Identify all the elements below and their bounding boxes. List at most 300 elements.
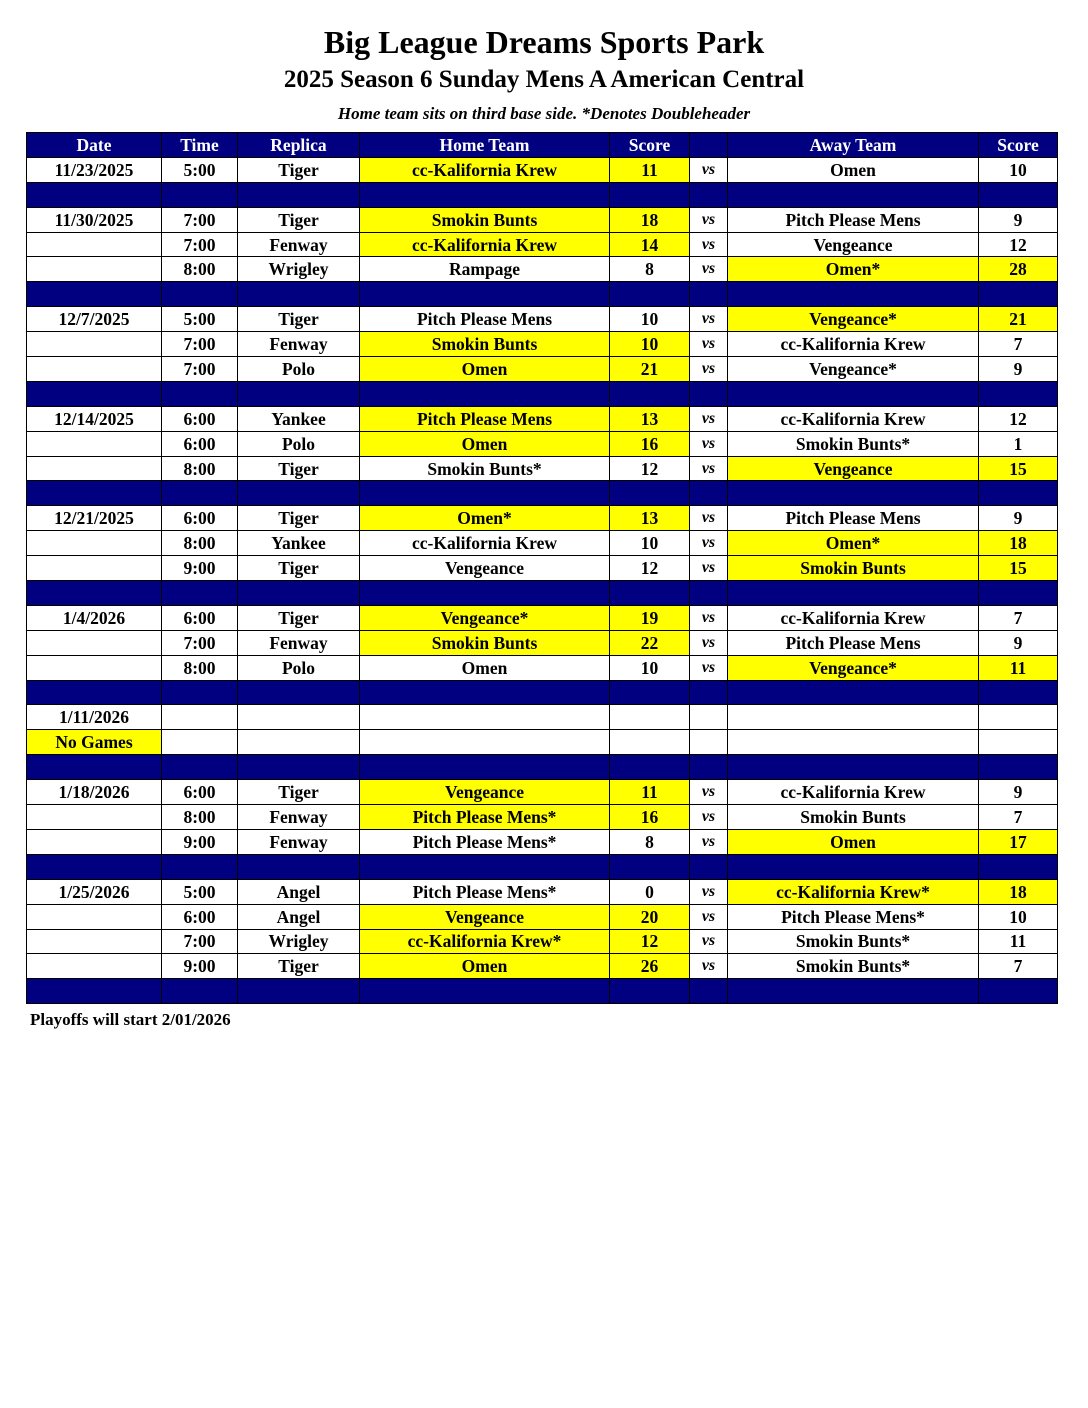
separator-cell	[238, 581, 360, 606]
vs-cell	[690, 705, 728, 730]
replica-cell: Fenway	[238, 805, 360, 830]
separator-cell	[162, 381, 238, 406]
page-note: Home team sits on third base side. *Denotes Doubleheader	[337, 104, 751, 123]
table-row	[27, 630, 1058, 655]
separator-cell	[360, 481, 610, 506]
separator-cell	[979, 381, 1058, 406]
table-row	[27, 829, 1058, 854]
away-team-cell	[728, 730, 979, 755]
home-score-cell: 10	[610, 655, 690, 680]
vs-cell: vs	[690, 431, 728, 456]
table-row	[27, 954, 1058, 979]
away-score-cell: 12	[979, 232, 1058, 257]
vs-cell: vs	[690, 157, 728, 182]
date-cell: 11/23/2025	[27, 157, 162, 182]
time-cell: 6:00	[162, 406, 238, 431]
separator-cell	[238, 282, 360, 307]
vs-cell: vs	[690, 780, 728, 805]
replica-cell: Angel	[238, 904, 360, 929]
away-team-cell: cc-Kalifornia Krew	[728, 780, 979, 805]
vs-cell: vs	[690, 805, 728, 830]
replica-cell: Angel	[238, 879, 360, 904]
away-team-cell: Omen	[728, 829, 979, 854]
home-score-cell: 0	[610, 879, 690, 904]
away-team-cell: Vengeance*	[728, 357, 979, 382]
away-score-cell: 18	[979, 879, 1058, 904]
vs-cell: vs	[690, 406, 728, 431]
separator-cell	[360, 282, 610, 307]
separator-cell	[27, 381, 162, 406]
separator-cell	[610, 680, 690, 705]
home-score-cell: 13	[610, 506, 690, 531]
separator-cell	[979, 581, 1058, 606]
date-cell	[27, 630, 162, 655]
date-cell	[27, 332, 162, 357]
away-team-cell: Omen*	[728, 257, 979, 282]
vs-cell: vs	[690, 655, 728, 680]
away-score-cell: 7	[979, 805, 1058, 830]
away-score-cell: 15	[979, 456, 1058, 481]
away-score-cell: 1	[979, 431, 1058, 456]
replica-cell: Tiger	[238, 456, 360, 481]
table-row	[27, 506, 1058, 531]
home-team-cell: Pitch Please Mens*	[360, 829, 610, 854]
time-cell: 6:00	[162, 605, 238, 630]
separator-cell	[728, 282, 979, 307]
replica-cell	[238, 705, 360, 730]
replica-cell: Yankee	[238, 406, 360, 431]
separator-cell	[979, 979, 1058, 1004]
table-row	[27, 805, 1058, 830]
date-cell: 1/4/2026	[27, 605, 162, 630]
separator-cell	[238, 680, 360, 705]
playoffs-note: Playoffs will start 2/01/2026	[30, 1010, 231, 1029]
date-cell	[27, 655, 162, 680]
away-team-cell: Smokin Bunts*	[728, 929, 979, 954]
away-team-cell: Pitch Please Mens	[728, 630, 979, 655]
home-score-cell: 8	[610, 829, 690, 854]
home-score-cell: 10	[610, 307, 690, 332]
replica-cell: Yankee	[238, 531, 360, 556]
home-score-cell: 10	[610, 531, 690, 556]
away-team-cell: Vengeance*	[728, 307, 979, 332]
home-team-cell	[360, 705, 610, 730]
vs-cell: vs	[690, 257, 728, 282]
separator-cell	[238, 481, 360, 506]
separator-cell	[690, 481, 728, 506]
away-score-cell: 11	[979, 929, 1058, 954]
date-cell: 1/25/2026	[27, 879, 162, 904]
home-team-cell: Omen*	[360, 506, 610, 531]
table-row	[27, 605, 1058, 630]
home-score-cell: 12	[610, 456, 690, 481]
separator-cell	[610, 481, 690, 506]
schedule-table	[26, 132, 1058, 1004]
separator-cell	[728, 755, 979, 780]
separator-cell	[979, 481, 1058, 506]
home-score-cell: 11	[610, 157, 690, 182]
date-cell	[27, 431, 162, 456]
separator-cell	[690, 381, 728, 406]
away-team-cell	[728, 705, 979, 730]
separator-cell	[610, 581, 690, 606]
date-cell	[27, 232, 162, 257]
separator-cell	[728, 854, 979, 879]
separator-cell	[610, 979, 690, 1004]
separator-cell	[162, 854, 238, 879]
away-score-cell: 18	[979, 531, 1058, 556]
home-team-cell: Pitch Please Mens*	[360, 879, 610, 904]
home-score-cell: 10	[610, 332, 690, 357]
separator-cell	[610, 282, 690, 307]
separator-cell	[27, 182, 162, 207]
away-team-cell: Pitch Please Mens	[728, 207, 979, 232]
time-cell: 7:00	[162, 232, 238, 257]
replica-cell: Tiger	[238, 605, 360, 630]
away-score-cell: 10	[979, 904, 1058, 929]
home-score-cell: 20	[610, 904, 690, 929]
separator-cell	[238, 755, 360, 780]
away-score-cell: 9	[979, 506, 1058, 531]
replica-cell: Fenway	[238, 332, 360, 357]
away-team-cell: Smokin Bunts*	[728, 954, 979, 979]
separator-row	[27, 182, 1058, 207]
vs-cell: vs	[690, 332, 728, 357]
date-cell	[27, 531, 162, 556]
time-cell: 8:00	[162, 257, 238, 282]
replica-cell	[238, 730, 360, 755]
table-row	[27, 879, 1058, 904]
away-team-cell: Pitch Please Mens	[728, 506, 979, 531]
home-score-cell: 19	[610, 605, 690, 630]
separator-row	[27, 680, 1058, 705]
away-score-cell	[979, 705, 1058, 730]
table-row	[27, 406, 1058, 431]
separator-cell	[690, 581, 728, 606]
time-cell	[162, 705, 238, 730]
separator-cell	[610, 755, 690, 780]
separator-cell	[360, 182, 610, 207]
separator-row	[27, 282, 1058, 307]
table-row	[27, 929, 1058, 954]
away-score-cell: 7	[979, 954, 1058, 979]
away-team-cell: Vengeance*	[728, 655, 979, 680]
vs-cell: vs	[690, 829, 728, 854]
vs-cell: vs	[690, 630, 728, 655]
separator-cell	[360, 854, 610, 879]
replica-cell: Tiger	[238, 556, 360, 581]
away-score-cell: 9	[979, 780, 1058, 805]
separator-row	[27, 381, 1058, 406]
vs-cell: vs	[690, 929, 728, 954]
vs-cell: vs	[690, 531, 728, 556]
home-team-cell: Smokin Bunts	[360, 332, 610, 357]
home-team-cell: cc-Kalifornia Krew	[360, 157, 610, 182]
vs-cell: vs	[690, 954, 728, 979]
home-score-cell: 12	[610, 929, 690, 954]
separator-cell	[360, 381, 610, 406]
away-team-cell: Vengeance	[728, 456, 979, 481]
time-cell: 8:00	[162, 655, 238, 680]
separator-row	[27, 854, 1058, 879]
replica-cell: Fenway	[238, 630, 360, 655]
date-cell	[27, 805, 162, 830]
separator-row	[27, 979, 1058, 1004]
home-team-cell: Smokin Bunts	[360, 630, 610, 655]
away-score-cell: 9	[979, 207, 1058, 232]
vs-cell	[690, 730, 728, 755]
column-header: Score	[979, 133, 1058, 158]
home-team-cell: Pitch Please Mens	[360, 307, 610, 332]
date-cell: No Games	[27, 730, 162, 755]
home-score-cell: 22	[610, 630, 690, 655]
home-team-cell	[360, 730, 610, 755]
home-team-cell: Omen	[360, 954, 610, 979]
away-team-cell: cc-Kalifornia Krew	[728, 406, 979, 431]
replica-cell: Tiger	[238, 307, 360, 332]
time-cell: 7:00	[162, 357, 238, 382]
date-cell: 11/30/2025	[27, 207, 162, 232]
separator-cell	[238, 979, 360, 1004]
away-team-cell: Omen*	[728, 531, 979, 556]
date-cell	[27, 904, 162, 929]
vs-cell: vs	[690, 207, 728, 232]
separator-cell	[979, 755, 1058, 780]
separator-cell	[162, 680, 238, 705]
home-team-cell: Vengeance	[360, 780, 610, 805]
away-team-cell: Vengeance	[728, 232, 979, 257]
replica-cell: Tiger	[238, 157, 360, 182]
away-team-cell: Omen	[728, 157, 979, 182]
separator-cell	[27, 481, 162, 506]
away-team-cell: Pitch Please Mens*	[728, 904, 979, 929]
home-score-cell: 14	[610, 232, 690, 257]
separator-cell	[979, 282, 1058, 307]
date-cell	[27, 357, 162, 382]
home-score-cell: 11	[610, 780, 690, 805]
away-score-cell: 28	[979, 257, 1058, 282]
away-team-cell: cc-Kalifornia Krew	[728, 605, 979, 630]
separator-cell	[728, 680, 979, 705]
separator-cell	[979, 854, 1058, 879]
separator-cell	[690, 282, 728, 307]
replica-cell: Wrigley	[238, 257, 360, 282]
home-team-cell: Smokin Bunts	[360, 207, 610, 232]
date-cell	[27, 829, 162, 854]
time-cell: 9:00	[162, 954, 238, 979]
separator-cell	[690, 680, 728, 705]
vs-cell: vs	[690, 605, 728, 630]
separator-cell	[360, 680, 610, 705]
separator-cell	[360, 581, 610, 606]
home-team-cell: Vengeance*	[360, 605, 610, 630]
time-cell: 7:00	[162, 630, 238, 655]
separator-cell	[728, 481, 979, 506]
time-cell	[162, 730, 238, 755]
time-cell: 8:00	[162, 456, 238, 481]
home-score-cell: 12	[610, 556, 690, 581]
table-row	[27, 705, 1058, 730]
table-row	[27, 456, 1058, 481]
away-score-cell: 10	[979, 157, 1058, 182]
home-team-cell: Vengeance	[360, 556, 610, 581]
table-row	[27, 207, 1058, 232]
time-cell: 7:00	[162, 929, 238, 954]
table-row	[27, 431, 1058, 456]
separator-cell	[690, 182, 728, 207]
home-score-cell: 26	[610, 954, 690, 979]
away-score-cell: 15	[979, 556, 1058, 581]
separator-cell	[728, 581, 979, 606]
home-team-cell: cc-Kalifornia Krew*	[360, 929, 610, 954]
separator-cell	[728, 381, 979, 406]
time-cell: 7:00	[162, 332, 238, 357]
vs-cell: vs	[690, 456, 728, 481]
home-team-cell: Vengeance	[360, 904, 610, 929]
table-header-row	[27, 133, 1058, 158]
vs-cell: vs	[690, 506, 728, 531]
vs-cell: vs	[690, 357, 728, 382]
home-team-cell: Smokin Bunts*	[360, 456, 610, 481]
home-team-cell: Omen	[360, 431, 610, 456]
vs-cell: vs	[690, 904, 728, 929]
time-cell: 9:00	[162, 829, 238, 854]
time-cell: 9:00	[162, 556, 238, 581]
table-row	[27, 780, 1058, 805]
separator-cell	[162, 755, 238, 780]
replica-cell: Wrigley	[238, 929, 360, 954]
away-score-cell: 9	[979, 357, 1058, 382]
home-team-cell: Rampage	[360, 257, 610, 282]
replica-cell: Tiger	[238, 207, 360, 232]
replica-cell: Tiger	[238, 506, 360, 531]
away-score-cell: 7	[979, 605, 1058, 630]
time-cell: 8:00	[162, 531, 238, 556]
home-team-cell: Omen	[360, 655, 610, 680]
column-header: Score	[610, 133, 690, 158]
away-team-cell: cc-Kalifornia Krew*	[728, 879, 979, 904]
separator-cell	[728, 979, 979, 1004]
home-score-cell: 13	[610, 406, 690, 431]
table-row	[27, 332, 1058, 357]
page-title: Big League Dreams Sports Park	[323, 24, 765, 60]
separator-row	[27, 581, 1058, 606]
separator-cell	[690, 979, 728, 1004]
separator-cell	[690, 755, 728, 780]
time-cell: 5:00	[162, 157, 238, 182]
time-cell: 6:00	[162, 431, 238, 456]
separator-cell	[979, 182, 1058, 207]
column-header	[690, 133, 728, 158]
away-team-cell: Smokin Bunts	[728, 805, 979, 830]
time-cell: 7:00	[162, 207, 238, 232]
home-score-cell: 18	[610, 207, 690, 232]
separator-cell	[238, 381, 360, 406]
away-score-cell: 11	[979, 655, 1058, 680]
home-team-cell: Pitch Please Mens	[360, 406, 610, 431]
table-row	[27, 531, 1058, 556]
date-cell: 12/21/2025	[27, 506, 162, 531]
separator-cell	[27, 581, 162, 606]
page-subtitle: 2025 Season 6 Sunday Mens A American Central	[283, 66, 805, 93]
table-row	[27, 157, 1058, 182]
home-team-cell: cc-Kalifornia Krew	[360, 531, 610, 556]
date-cell: 12/14/2025	[27, 406, 162, 431]
separator-cell	[238, 854, 360, 879]
replica-cell: Polo	[238, 357, 360, 382]
column-header: Time	[162, 133, 238, 158]
home-team-cell: cc-Kalifornia Krew	[360, 232, 610, 257]
date-cell	[27, 556, 162, 581]
table-row	[27, 232, 1058, 257]
separator-cell	[162, 979, 238, 1004]
separator-cell	[162, 481, 238, 506]
away-team-cell: Smokin Bunts	[728, 556, 979, 581]
date-cell: 1/18/2026	[27, 780, 162, 805]
table-row	[27, 730, 1058, 755]
time-cell: 5:00	[162, 879, 238, 904]
replica-cell: Tiger	[238, 954, 360, 979]
vs-cell: vs	[690, 879, 728, 904]
home-score-cell: 16	[610, 431, 690, 456]
column-header: Replica	[238, 133, 360, 158]
date-cell	[27, 257, 162, 282]
replica-cell: Polo	[238, 655, 360, 680]
time-cell: 6:00	[162, 780, 238, 805]
table-row	[27, 357, 1058, 382]
away-score-cell: 17	[979, 829, 1058, 854]
column-header: Away Team	[728, 133, 979, 158]
home-score-cell: 8	[610, 257, 690, 282]
date-cell	[27, 954, 162, 979]
away-team-cell: Smokin Bunts*	[728, 431, 979, 456]
table-row	[27, 257, 1058, 282]
time-cell: 6:00	[162, 904, 238, 929]
separator-cell	[238, 182, 360, 207]
table-row	[27, 655, 1058, 680]
separator-cell	[27, 979, 162, 1004]
date-cell: 12/7/2025	[27, 307, 162, 332]
separator-cell	[610, 182, 690, 207]
replica-cell: Tiger	[238, 780, 360, 805]
table-row	[27, 307, 1058, 332]
away-score-cell: 9	[979, 630, 1058, 655]
away-score-cell: 7	[979, 332, 1058, 357]
home-team-cell: Pitch Please Mens*	[360, 805, 610, 830]
away-team-cell: cc-Kalifornia Krew	[728, 332, 979, 357]
separator-cell	[979, 680, 1058, 705]
separator-cell	[360, 979, 610, 1004]
column-header: Date	[27, 133, 162, 158]
separator-cell	[690, 854, 728, 879]
separator-cell	[162, 182, 238, 207]
separator-row	[27, 755, 1058, 780]
separator-row	[27, 481, 1058, 506]
date-cell	[27, 456, 162, 481]
separator-cell	[162, 282, 238, 307]
date-cell: 1/11/2026	[27, 705, 162, 730]
away-score-cell: 21	[979, 307, 1058, 332]
away-score-cell: 12	[979, 406, 1058, 431]
vs-cell: vs	[690, 307, 728, 332]
time-cell: 6:00	[162, 506, 238, 531]
separator-cell	[728, 182, 979, 207]
separator-cell	[27, 755, 162, 780]
separator-cell	[27, 282, 162, 307]
home-score-cell	[610, 705, 690, 730]
vs-cell: vs	[690, 232, 728, 257]
time-cell: 8:00	[162, 805, 238, 830]
